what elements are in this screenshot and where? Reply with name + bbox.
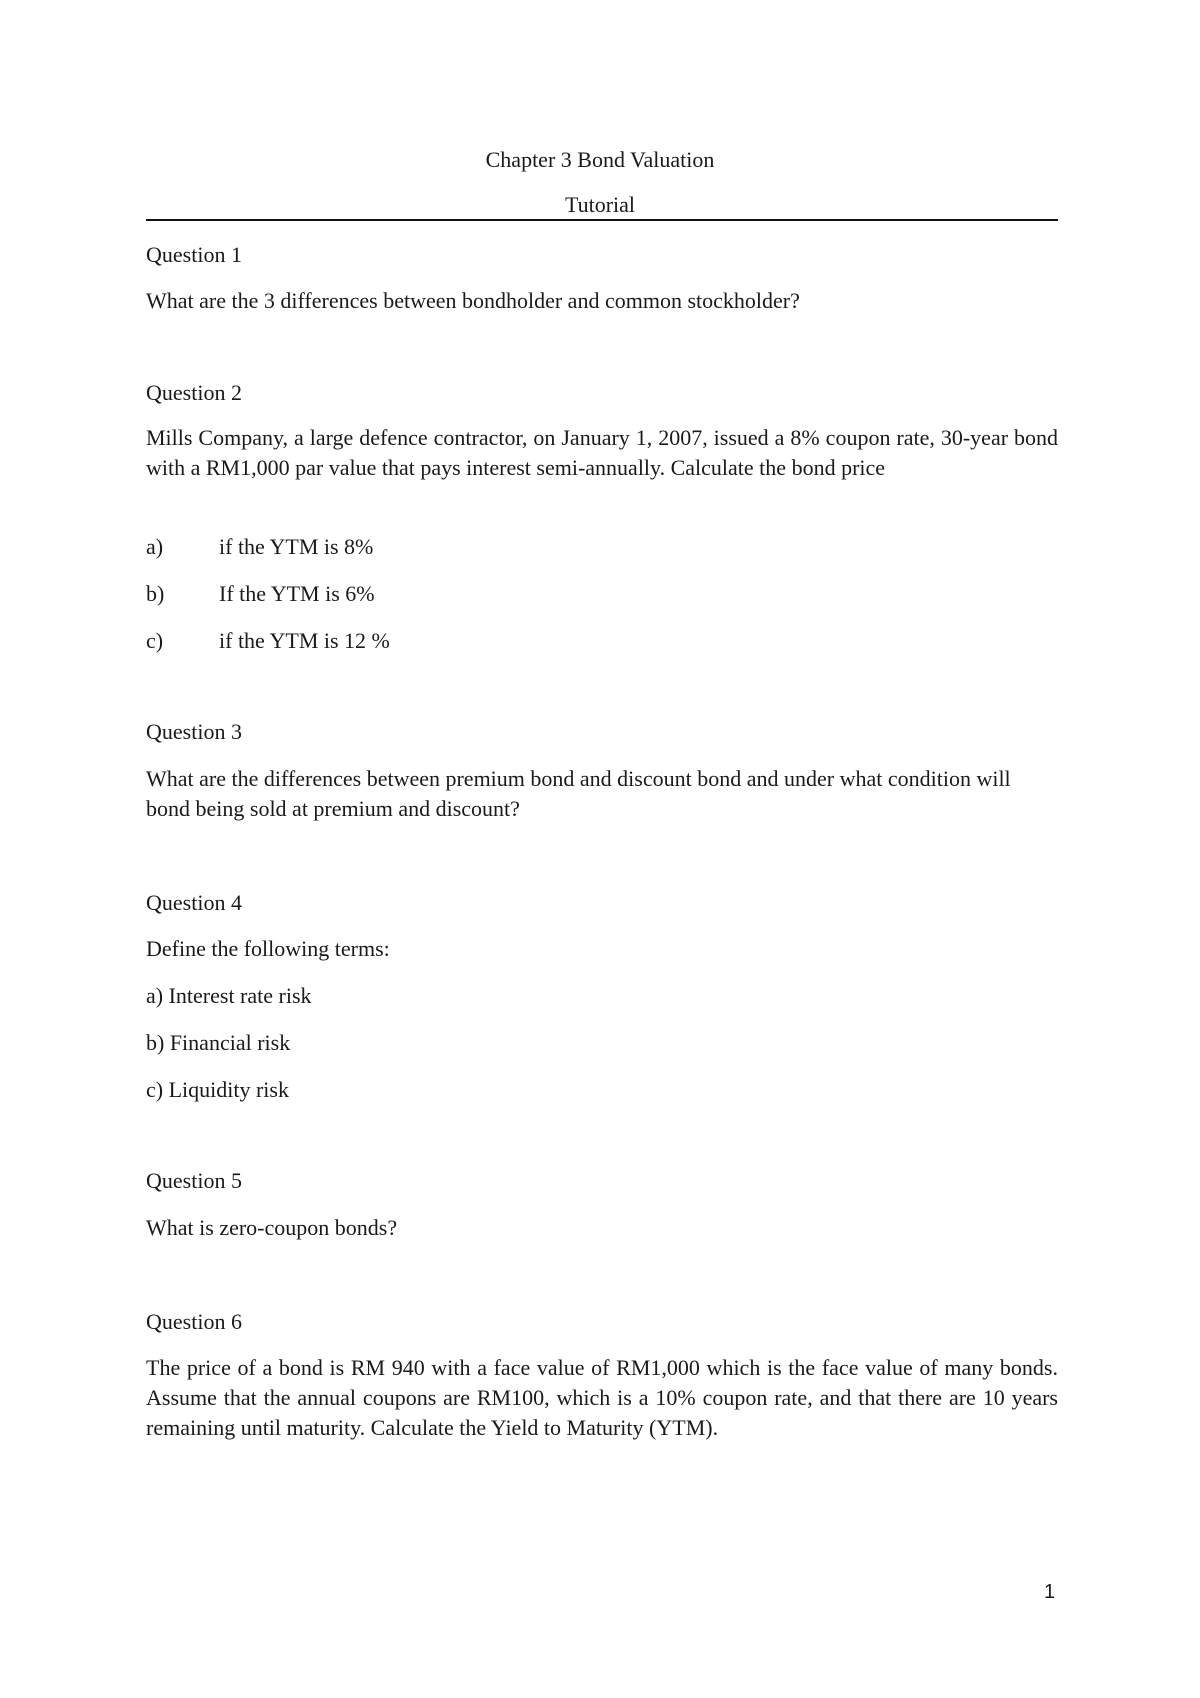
question-6-text: The price of a bond is RM 940 with a face value of RM1,000 which is the face value of many bonds. Assume that the annual coupons are RM100, which is a 10% coupon rate, and that there are 10 years remaining until maturity. Calculate the Yield to Maturity (YTM). — [146, 1355, 1058, 1440]
question-3-heading: Question 3 — [146, 719, 242, 744]
item-label: a) — [146, 534, 164, 559]
item-label: c) — [146, 628, 164, 653]
question-4-item-c: c) Liquidity risk — [146, 1077, 289, 1102]
question-4-heading: Question 4 — [146, 890, 242, 915]
question-3-text: What are the differences between premium bond and discount bond and under what condition will bond being sold at premium and discount? — [146, 766, 1011, 821]
header-divider — [146, 219, 1058, 221]
question-2-item-b — [146, 579, 846, 609]
question-1-heading: Question 1 — [146, 242, 242, 267]
item-label: b) — [146, 581, 165, 606]
question-2-item-a — [146, 532, 846, 562]
question-2-heading: Question 2 — [146, 380, 242, 405]
page-subtitle: Tutorial — [564, 192, 636, 217]
page-number: 1 — [1044, 1581, 1056, 1603]
question-1-text: What are the 3 differences between bondholder and common stockholder? — [146, 288, 800, 313]
item-text: If the YTM is 6% — [219, 581, 375, 606]
question-4-item-a: a) Interest rate risk — [146, 983, 312, 1008]
question-5-heading: Question 5 — [146, 1168, 242, 1193]
question-2-text: Mills Company, a large defence contractor, on January 1, 2007, issued a 8% coupon rate, 30-year bond with a RM1,000 par value that pays interest semi-annually. Calculate the bond price — [146, 425, 1058, 480]
question-6-heading: Question 6 — [146, 1309, 242, 1334]
question-2-item-c — [146, 626, 846, 656]
item-text: if the YTM is 8% — [219, 534, 374, 559]
question-4-intro: Define the following terms: — [146, 936, 390, 961]
page-title: Chapter 3 Bond Valuation — [485, 147, 715, 172]
item-text: if the YTM is 12 % — [219, 628, 390, 653]
question-5-text: What is zero-coupon bonds? — [146, 1215, 398, 1240]
question-4-item-b: b) Financial risk — [146, 1030, 291, 1055]
